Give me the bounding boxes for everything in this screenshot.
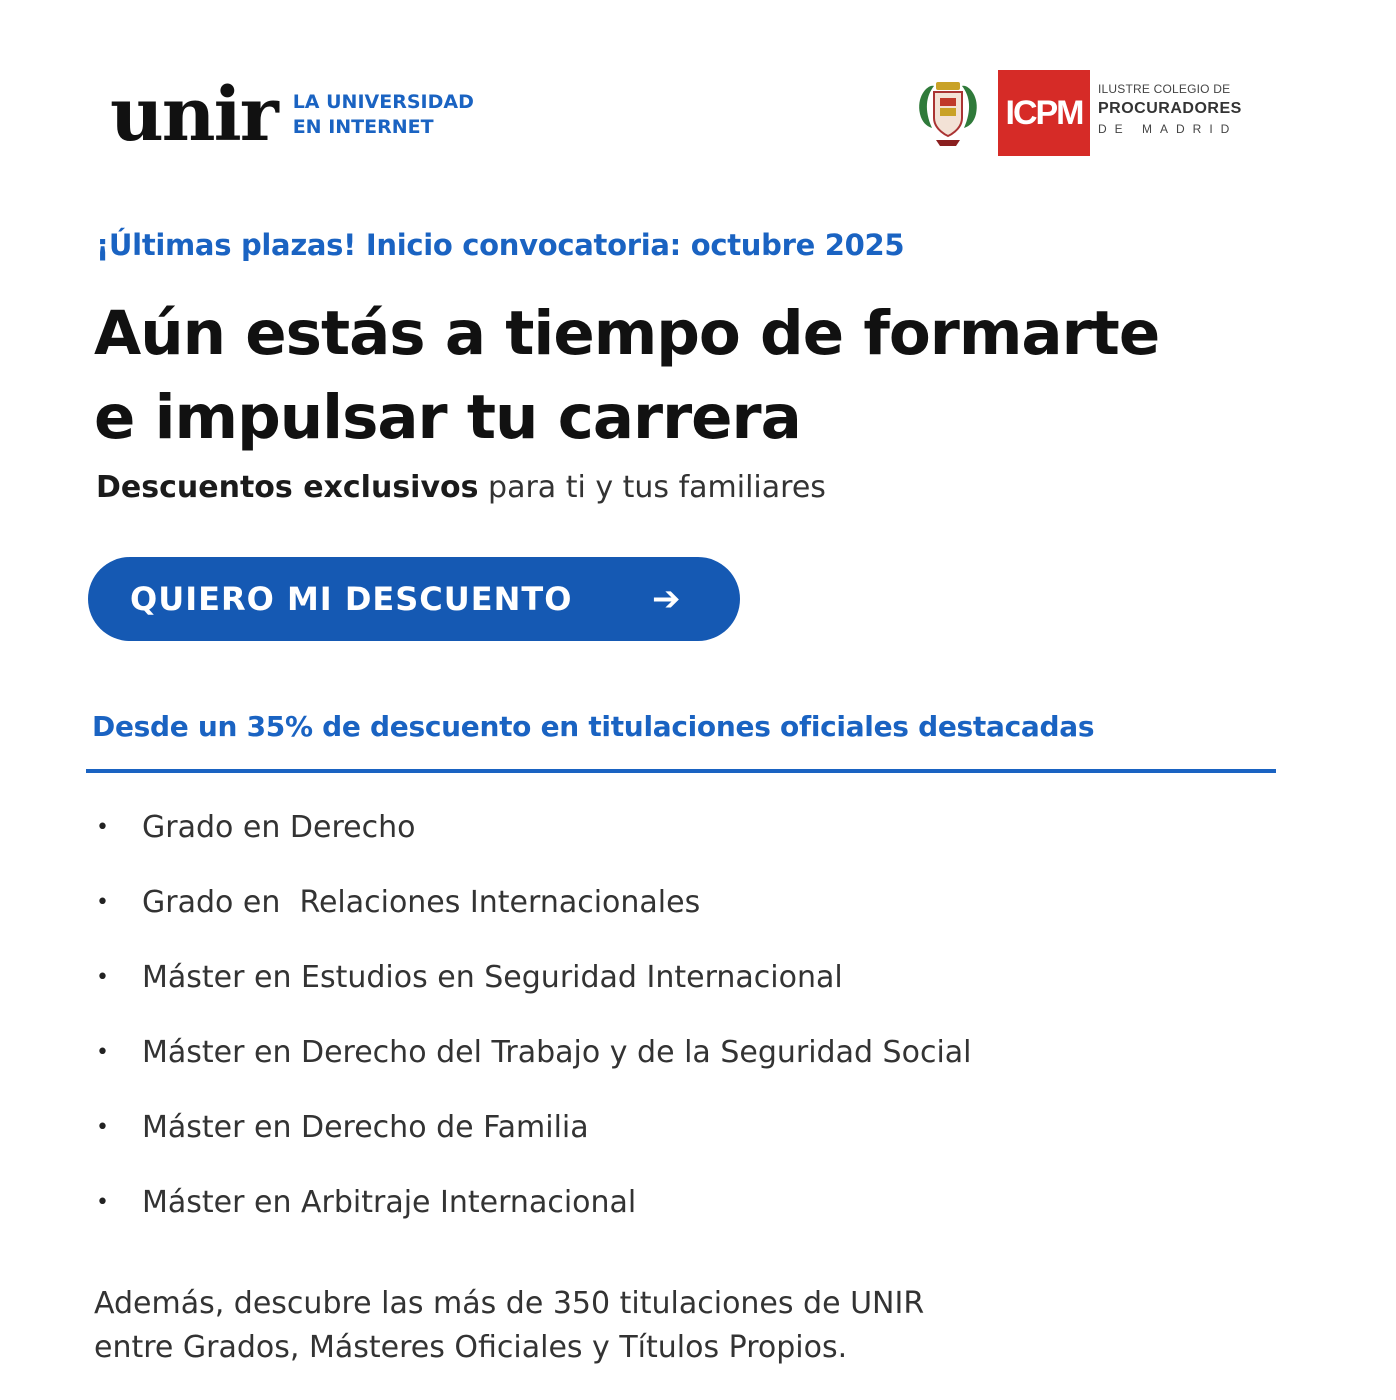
- unir-logo[interactable]: [110, 72, 474, 158]
- unir-tagline-line2: EN INTERNET: [292, 116, 434, 138]
- unir-tagline-line1: LA UNIVERSIDAD: [292, 91, 474, 113]
- bullet-icon: •: [96, 890, 109, 915]
- bullet-icon: •: [96, 1190, 109, 1215]
- discount-cta-button[interactable]: [88, 557, 740, 641]
- icpm-name: [1098, 82, 1278, 136]
- icpm-line3: DE MADRID: [1098, 122, 1238, 136]
- bullet-icon: •: [96, 815, 109, 840]
- icpm-badge: ICPM: [998, 70, 1090, 156]
- subheadline-bold: Descuentos exclusivos: [96, 470, 479, 505]
- section-divider: [86, 769, 1276, 773]
- list-item[interactable]: [96, 1090, 972, 1165]
- section-title: Desde un 35% de descuento en titulaciones oficiales destacadas: [92, 710, 1095, 743]
- list-item-label: Máster en Estudios en Seguridad Internacional: [142, 960, 843, 995]
- program-list: [96, 790, 972, 1240]
- promo-kicker: ¡Últimas plazas! Inicio convocatoria: octubre 2025: [96, 228, 905, 262]
- headline-line2: e impulsar tu carrera: [94, 382, 801, 453]
- cta-label: QUIERO MI DESCUENTO: [130, 580, 573, 618]
- bullet-icon: •: [96, 1040, 109, 1065]
- list-item-label: Grado en Derecho: [142, 810, 416, 845]
- bullet-icon: •: [96, 965, 109, 990]
- bullet-icon: •: [96, 1115, 109, 1140]
- list-item[interactable]: [96, 790, 972, 865]
- email-header: [0, 0, 1396, 200]
- headline-line1: Aún estás a tiempo de formarte: [94, 298, 1160, 369]
- list-item-label: Grado en Relaciones Internacionales: [142, 885, 701, 920]
- icpm-line2: PROCURADORES: [1098, 100, 1242, 117]
- list-item[interactable]: [96, 940, 972, 1015]
- footer-note: [94, 1282, 1194, 1370]
- icpm-logo[interactable]: [906, 70, 1278, 156]
- list-item[interactable]: [96, 1015, 972, 1090]
- footer-line1: Además, descubre las más de 350 titulaciones de UNIR: [94, 1286, 925, 1321]
- icpm-line1: ILUSTRE COLEGIO DE: [1098, 82, 1231, 96]
- unir-wordmark: unir: [110, 72, 277, 158]
- list-item[interactable]: [96, 1165, 972, 1240]
- subheadline: [96, 470, 826, 505]
- crest-icon: [910, 76, 986, 152]
- list-item-label: Máster en Derecho de Familia: [142, 1110, 589, 1145]
- list-item[interactable]: [96, 865, 972, 940]
- subheadline-rest: para ti y tus familiares: [478, 470, 826, 505]
- list-item-label: Máster en Derecho del Trabajo y de la Seguridad Social: [142, 1035, 972, 1070]
- arrow-right-icon: ➔: [652, 579, 681, 619]
- list-item-label: Máster en Arbitraje Internacional: [142, 1185, 637, 1220]
- footer-line2: entre Grados, Másteres Oficiales y Títulos Propios.: [94, 1330, 848, 1365]
- unir-tagline: [293, 90, 474, 140]
- page-title: [94, 292, 1159, 460]
